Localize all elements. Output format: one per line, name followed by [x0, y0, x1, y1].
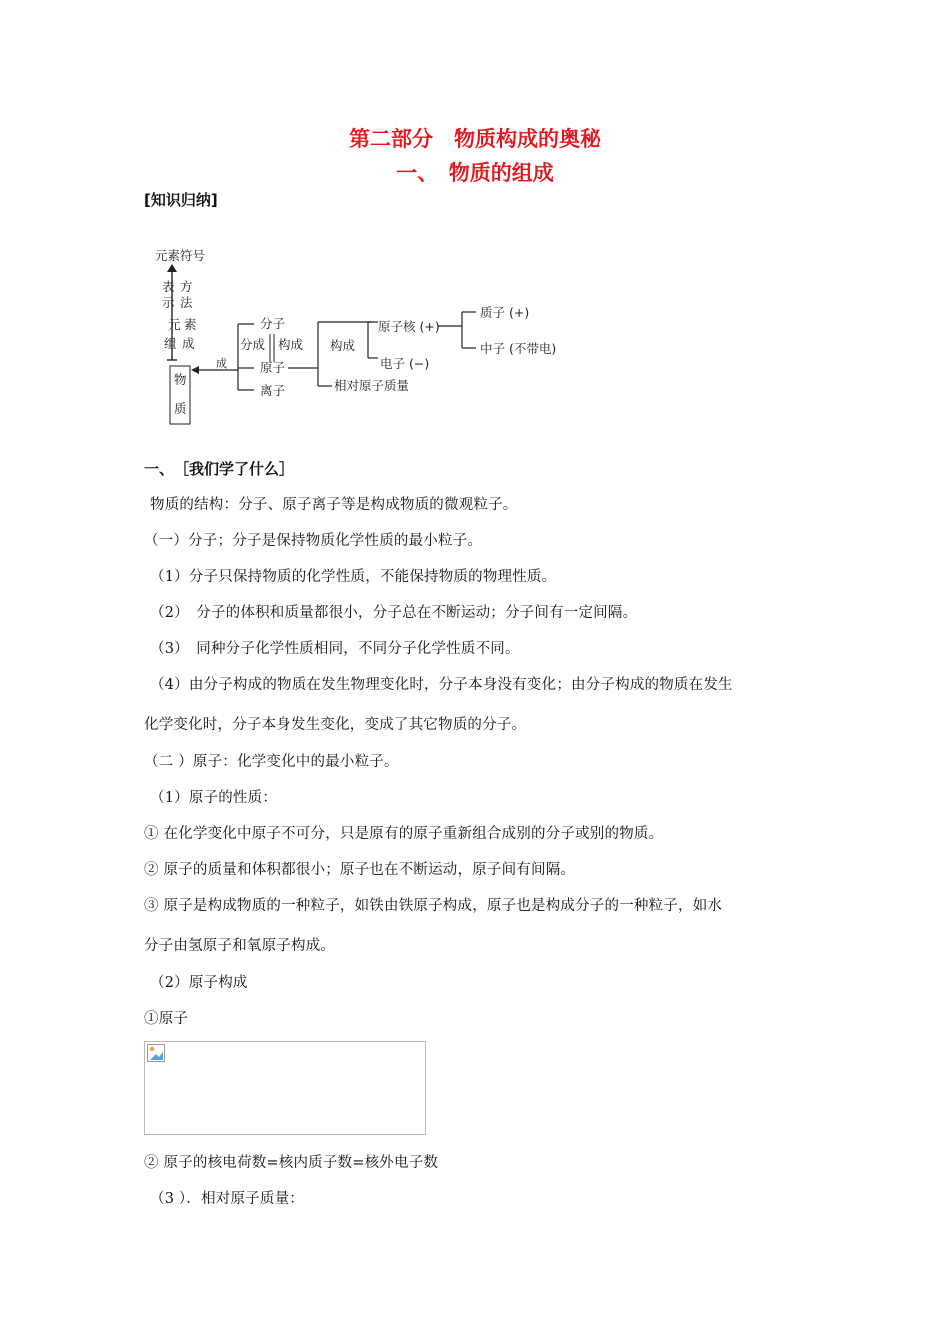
label-fang: 方: [180, 279, 193, 294]
paragraph: ③ 原子是构成物质的一种粒子，如铁由铁原子构成，原子也是构成分子的一种粒子，如水: [144, 898, 723, 914]
matter-composition-diagram: [150, 240, 580, 430]
paragraph: （1）原子的性质：: [150, 790, 278, 806]
paragraph: （3 ）．相对原子质量：: [150, 1191, 304, 1207]
section-knowledge-heading: [知识归纳]: [144, 191, 218, 209]
label-zu: 组: [164, 336, 177, 351]
paragraph: （3） 同种分子化学性质相同，不同分子化学性质不同。: [150, 641, 520, 657]
label-yuan: 元: [168, 317, 181, 332]
ion-label: 离子: [260, 383, 286, 398]
proton-label: 质子 (+): [480, 305, 530, 320]
matter-label-1: 物: [174, 372, 187, 387]
electron-label: 电子 (−): [380, 356, 430, 371]
section-learned-heading: 一、 ［我们学了什么］: [144, 460, 295, 478]
label-cheng-small: 成: [216, 357, 227, 370]
element-symbol-label: 元素符号: [155, 248, 206, 263]
paragraph: （二 ）原子：化学变化中的最小粒子。: [144, 754, 399, 770]
label-cheng: 成: [182, 336, 195, 351]
paragraph: （1）分子只保持物质的化学性质，不能保持物质的物理性质。: [150, 569, 557, 585]
arrow-up-head: [167, 264, 177, 272]
paragraph: （4）由分子构成的物质在发生物理变化时，分子本身没有变化；由分子构成的物质在发生: [150, 677, 733, 693]
atom-image-placeholder: [144, 1041, 426, 1135]
label-fa: 法: [180, 295, 193, 310]
paragraph: ①原子: [144, 1011, 189, 1027]
neutron-label: 中子 (不带电): [480, 341, 557, 356]
paragraph: （2） 分子的体积和质量都很小，分子总在不断运动；分子间有一定间隔。: [150, 605, 638, 621]
label-su: 素: [184, 317, 197, 332]
page-title: 第二部分 物质构成的奥秘: [349, 127, 601, 151]
paragraph: ② 原子的核电荷数=核内质子数=核外电子数: [144, 1155, 439, 1171]
arrow-left-head: [191, 366, 199, 374]
broken-image-icon: [147, 1044, 165, 1062]
paragraph: 化学变化时，分子本身发生变化，变成了其它物质的分子。: [144, 717, 527, 733]
goucheng-label: 构成: [330, 338, 356, 353]
label-shi: 示: [162, 295, 175, 310]
paragraph: 分子由氢原子和氧原子构成。: [144, 938, 336, 954]
label-biao: 表: [162, 279, 175, 294]
relative-mass-label: 相对原子质量: [334, 378, 410, 393]
molecule-label: 分子: [260, 316, 286, 331]
goucheng-vertical-label: 构成: [278, 337, 304, 352]
paragraph: ② 原子的质量和体积都很小；原子也在不断运动，原子间有间隔。: [144, 862, 576, 878]
matter-label-2: 质: [174, 401, 187, 416]
atom-label: 原子: [260, 360, 286, 375]
nucleus-label: 原子核 (+): [378, 319, 440, 334]
paragraph: （一）分子；分子是保持物质化学性质的最小粒子。: [144, 533, 483, 549]
paragraph: 物质的结构：分子、原子离子等是构成物质的微观粒子。: [150, 497, 518, 513]
paragraph: ① 在化学变化中原子不可分，只是原有的原子重新组合成别的分子或别的物质。: [144, 826, 664, 842]
fencheng-label: 分成: [240, 337, 266, 352]
paragraph: （2）原子构成: [150, 975, 248, 991]
page-subtitle: 一、 物质的组成: [396, 161, 554, 185]
